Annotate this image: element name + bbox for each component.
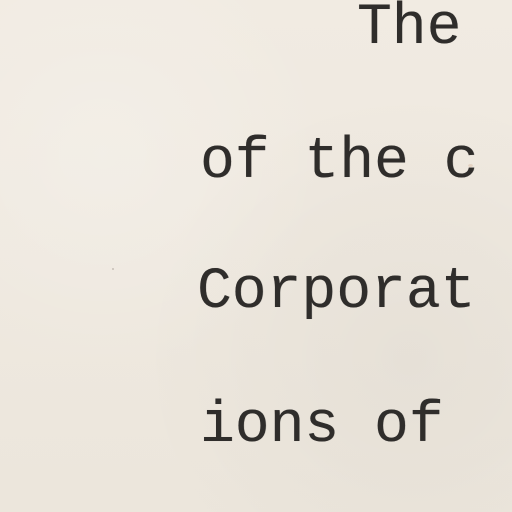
typed-line-2: of the c: [200, 130, 479, 195]
paper-speck: [468, 164, 473, 167]
typed-line-3: Corporat: [197, 260, 476, 325]
typed-line-1: The: [357, 0, 462, 61]
typed-line-4: ions of: [200, 394, 444, 459]
paper-speck: [112, 268, 114, 270]
